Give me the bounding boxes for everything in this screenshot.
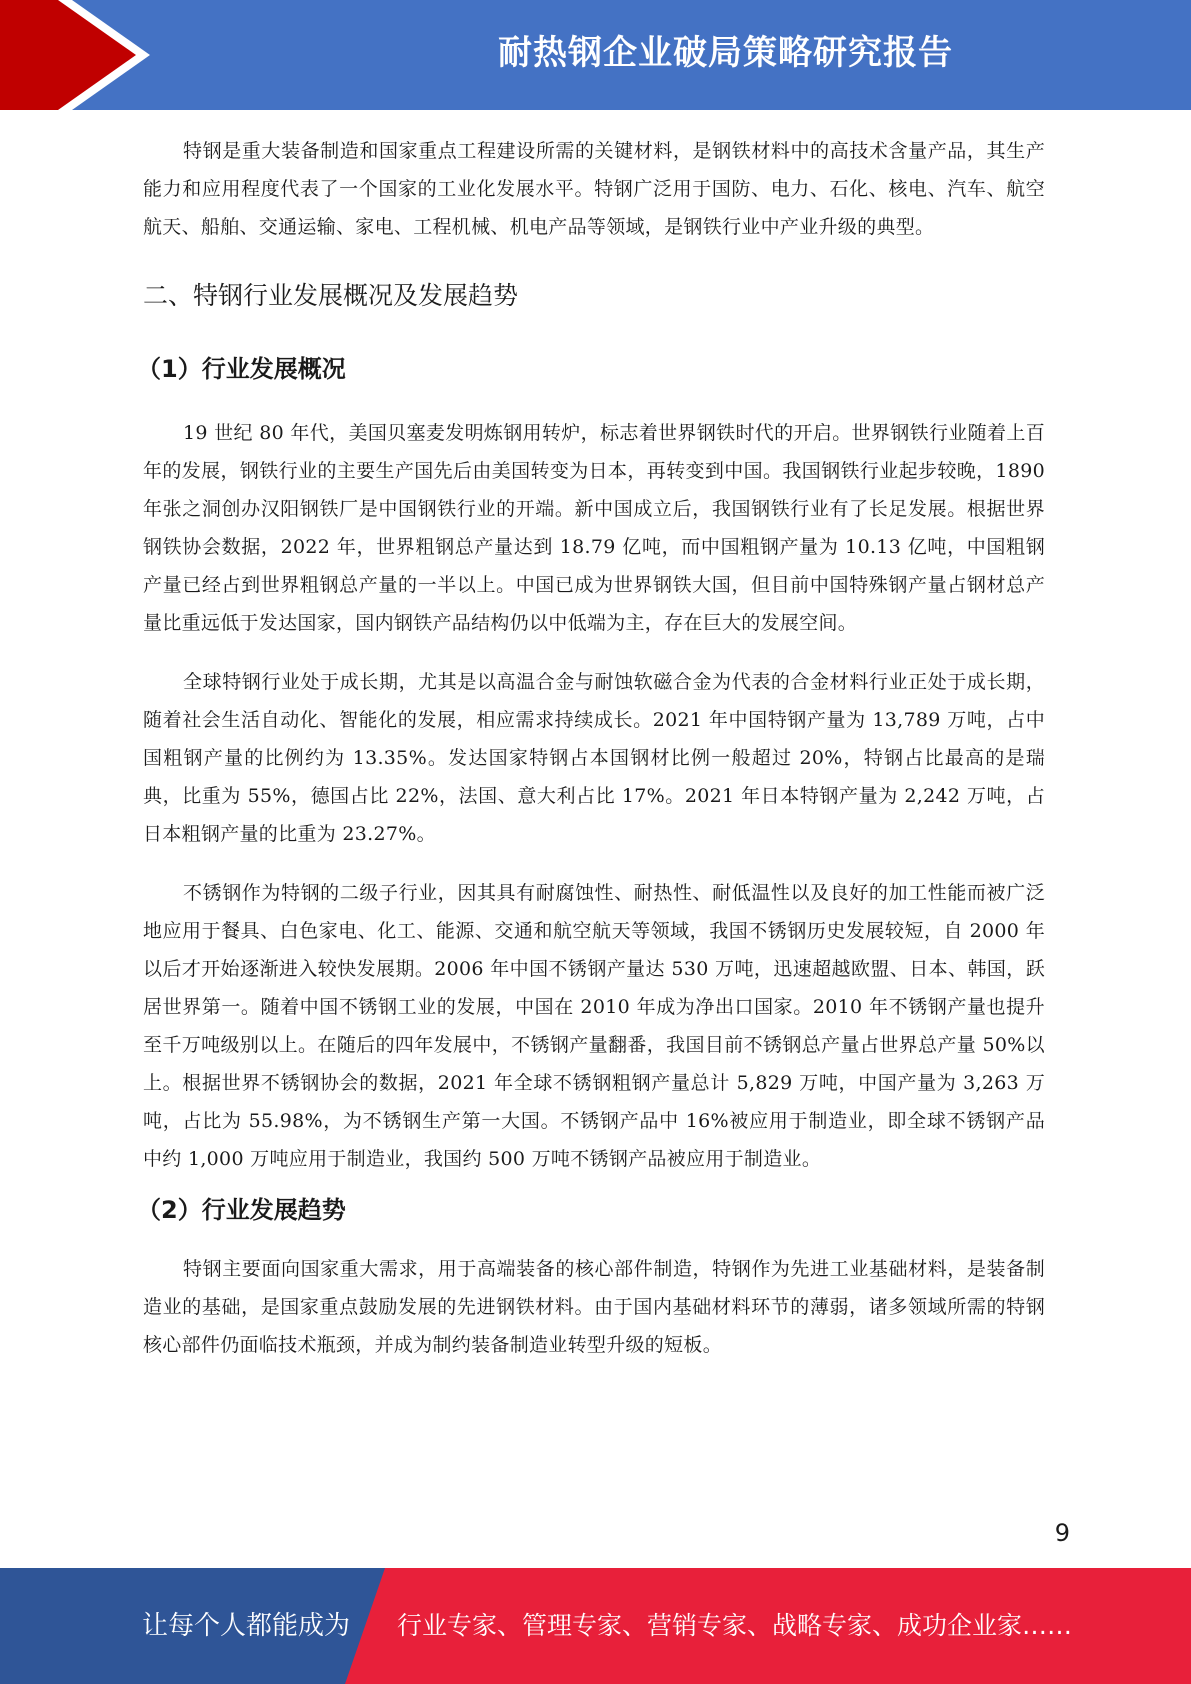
paragraph-global-special-steel: 全球特钢行业处于成长期，尤其是以高温合金与耐蚀软磁合金为代表的合金材料行业正处于成长期，随着社会生活自动化、智能化的发展，相应需求持续成长。2021 年中国特钢产量为 13,789 万吨，占中国粗钢产量的比例约为 13.35%。发达国家特钢占本国钢材比例一般超过 20%，特钢占比最高的是瑞典，比重为 55%，德国占比 22%，法国、意大利占比 17%。2021 年日本特钢产量为 2,242 万吨，占日本粗钢产量的比重为 23.27%。: [143, 671, 1045, 845]
paragraph-history: 19 世纪 80 年代，美国贝塞麦发明炼钢用转炉，标志着世界钢铁时代的开启。世界钢铁行业随着上百年的发展，钢铁行业的主要生产国先后由美国转变为日本，再转变到中国。我国钢铁行业起步较晚，1890 年张之洞创办汉阳钢铁厂是中国钢铁行业的开端。新中国成立后，我国钢铁行业有了长足发展。根据世界钢铁协会数据，2022 年，世界粗钢总产量达到 18.79 亿吨，而中国粗钢产量为 10.13 亿吨，中国粗钢产量已经占到世界粗钢总产量的一半以上。中国已成为世界钢铁大国，但目前中国特殊钢产量占钢材总产量比重远低于发达国家，国内钢铁产品结构仍以中低端为主，存在巨大的发展空间。: [143, 422, 1045, 634]
paragraph-trends: 特钢主要面向国家重大需求，用于高端装备的核心部件制造，特钢作为先进工业基础材料，是装备制造业的基础，是国家重点鼓励发展的先进钢铁材料。由于国内基础材料环节的薄弱，诸多领域所需的特钢核心部件仍面临技术瓶颈，并成为制约装备制造业转型升级的短板。: [143, 1258, 1045, 1356]
subsection-heading-overview: （1）行业发展概况: [137, 355, 346, 383]
footer-band: [0, 1568, 1191, 1684]
page-number: 9: [1054, 1519, 1070, 1547]
subsection-heading-trends: （2）行业发展趋势: [137, 1196, 346, 1224]
header-band: [0, 0, 1191, 110]
paragraph-stainless-steel: 不锈钢作为特钢的二级子行业，因其具有耐腐蚀性、耐热性、耐低温性以及良好的加工性能而被广泛地应用于餐具、白色家电、化工、能源、交通和航空航天等领域，我国不锈钢历史发展较短，自 2000 年以后才开始逐渐进入较快发展期。2006 年中国不锈钢产量达 530 万吨，迅速超越欧盟、日本、韩国，跃居世界第一。随着中国不锈钢工业的发展，中国在 2010 年成为净出口国家。2010 年不锈钢产量也提升至千万吨级别以上。在随后的四年发展中，不锈钢产量翻番，我国目前不锈钢总产量占世界总产量 50%以上。根据世界不锈钢协会的数据，2021 年全球不锈钢粗钢产量总计 5,829 万吨，中国产量为 3,263 万吨，占比为 55.98%，为不锈钢生产第一大国。不锈钢产品中 16%被应用于制造业，即全球不锈钢产品中约 1,000 万吨应用于制造业，我国约 500 万吨不锈钢产品被应用于制造业。: [143, 882, 1045, 1170]
report-title: 耐热钢企业破局策略研究报告: [498, 33, 953, 73]
intro-paragraph: 特钢是重大装备制造和国家重点工程建设所需的关键材料，是钢铁材料中的高技术含量产品，其生产能力和应用程度代表了一个国家的工业化发展水平。特钢广泛用于国防、电力、石化、核电、汽车、航空航天、船舶、交通运输、家电、工程机械、机电产品等领域，是钢铁行业中产业升级的典型。: [143, 140, 1045, 238]
footer-expert-list: 行业专家、管理专家、营销专家、战略专家、成功企业家……: [397, 1611, 1073, 1640]
section-heading: 二、特钢行业发展概况及发展趋势: [143, 281, 519, 310]
footer-slogan: 让每个人都能成为: [142, 1611, 351, 1641]
chevron-arrow-icon: [0, 0, 160, 110]
main-content: [137, 132, 1045, 1364]
